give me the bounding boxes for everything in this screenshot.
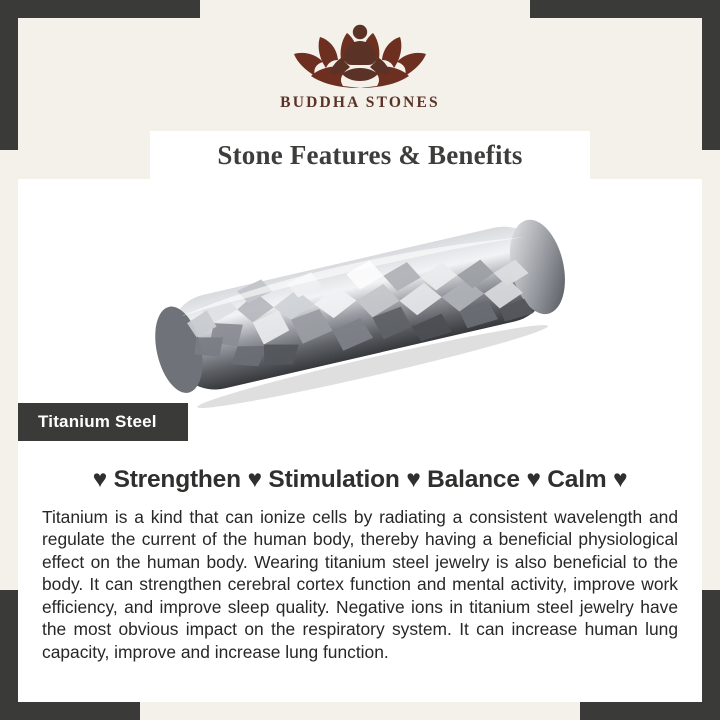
lotus-meditation-icon [285,18,435,92]
benefit-description: Titanium is a kind that can ionize cells by radiating a consistent wavelength and regulate the current of the human body, thereby having a beneficial physiological effect on the human body. Wearing titanium steel jewelry is also beneficial to the body. It can strengthen cerebral cortex function and mental activity, improve work efficiency, and improve sleep quality. Negative ions in titanium steel jewelry have the most obvious impact on the respiratory system. It can increase human lung capacity, improve and increase lung function. [42,507,678,662]
frame-corner-bottom-right [580,702,720,720]
brand-header [18,0,702,130]
benefit-keywords: ♥ Strengthen ♥ Stimulation ♥ Balance ♥ Calm ♥ [92,466,628,493]
stone-name-text: Titanium Steel [38,412,157,431]
titanium-crystal-illustration [135,195,585,428]
frame-corner-bottom-left [0,702,140,720]
frame-corner-bottom-right-vertical [702,590,720,720]
frame-corner-bottom-left-vertical [0,590,18,720]
frame-corner-top-left-vertical [0,0,18,150]
brand-name: BUDDHA STONES [280,94,440,111]
benefits-panel [18,444,702,702]
page-title-text: Stone Features & Benefits [217,139,523,170]
frame-corner-top-right-vertical [702,0,720,150]
page-title [150,131,590,179]
stone-name-label [18,403,188,441]
